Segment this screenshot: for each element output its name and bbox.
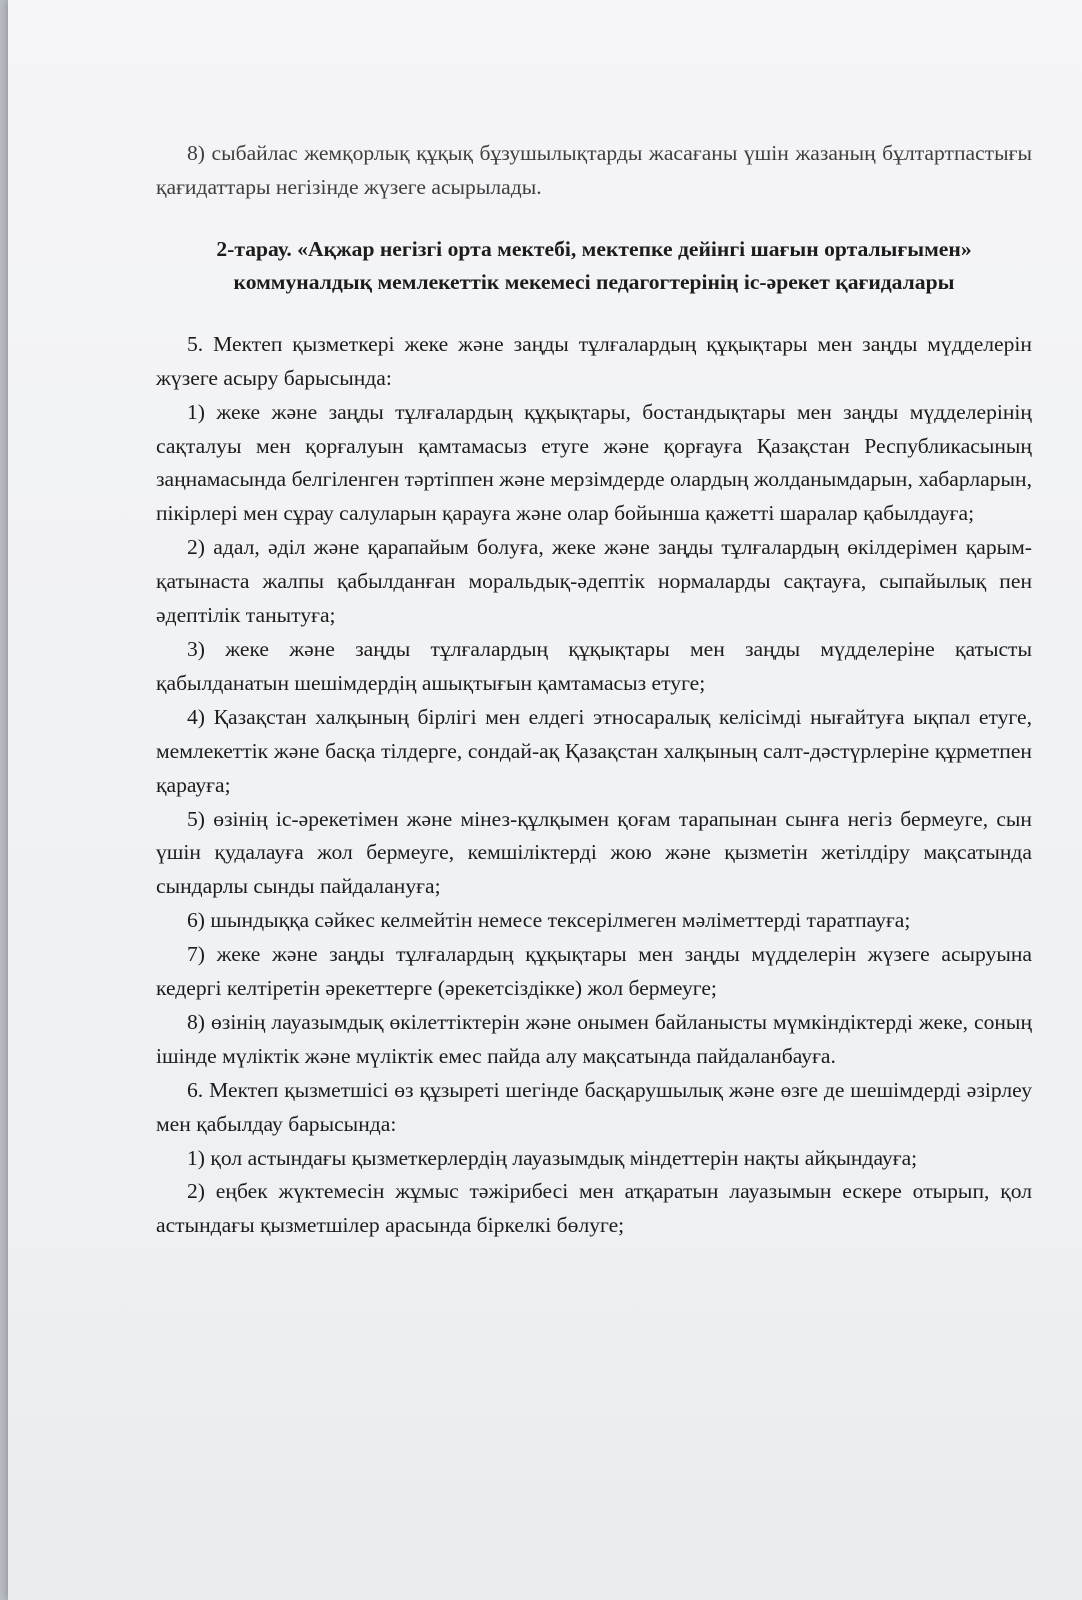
paragraph-5-item-7: 7) жеке және заңды тұлғалардың құқықтары мен заңды мүдделерін жүзеге асыруына кедергі келтіретін әрекеттерге (әрекетсіздікке) жол бермеуге; xyxy=(156,942,1032,1001)
paragraph-5-item-8: 8) өзінің лауазымдық өкілеттіктерін және онымен байланысты мүмкіндіктерді жеке, соның ішінде мүліктік және мүліктік емес пайда алу мақсатында пайдаланбауға. xyxy=(156,1009,1032,1068)
paragraph-5-item-6: 6) шындыққа сәйкес келмейтін немесе тексерілмеген мәліметтерді таратпауға; xyxy=(187,908,911,933)
paragraph-5-item-2: 2) адал, әділ және қарапайым болуға, жеке және заңды тұлғалардың өкілдерімен қарым-қатынаста жалпы қабылданған моральдық-әдептік нормаларды сақтауға, сыпайылық пен әдептілік танытуға; xyxy=(156,535,1032,628)
document-page xyxy=(8,0,1082,1600)
paragraph-6-item-2: 2) еңбек жүктемесін жұмыс тәжірибесі мен атқаратын лауазымын ескере отырып, қол астындағы қызметшілер арасында біркелкі бөлуге; xyxy=(156,1179,1032,1238)
intro-paragraph: 8) сыбайлас жемқорлық құқық бұзушылықтарды жасағаны үшін жазаның бұлтартпастығы қағидаттары негізінде жүзеге асырылады. xyxy=(156,141,1032,199)
paragraph-6-item-1: 1) қол астындағы қызметкерлердің лауазымдық міндеттерін нақты айқындауға; xyxy=(187,1145,918,1170)
paragraph-5-intro: 5. Мектеп қызметкері жеке және заңды тұлғалардың құқықтары мен заңды мүдделерін жүзеге асыру барысында: xyxy=(156,331,1032,390)
paragraph-5-item-5: 5) өзінің іс-әрекетімен және мінез-құлқымен қоғам тарапынан сынға негіз бермеуге, сын үшін қудалауға жол бермеуге, кемшіліктерді жою және қызметін жетілдіру мақсатында сындарлы сынды пайдалануға; xyxy=(156,806,1032,899)
section-heading: 2-тарау. «Ақжар негізгі орта мектебі, мектепке дейінгі шағын орталығымен» коммуналдық мемлекеттік мекемесі педагогтерінің іс-әрекет қағидалары xyxy=(216,236,972,295)
document-body xyxy=(156,137,1032,1243)
paragraph-5-item-4: 4) Қазақстан халқының бірлігі мен елдегі этносаралық келісімді нығайтуға ықпал етуге, мемлекеттік және басқа тілдерге, сондай-ақ Қазақстан халқының салт-дәстүрлеріне құрметпен қарауға; xyxy=(156,704,1032,797)
paragraph-6-intro: 6. Мектеп қызметшісі өз құзыреті шегінде басқарушылық және өзге де шешімдерді әзірлеу мен қабылдау барысында: xyxy=(156,1077,1032,1136)
paragraph-5-item-1: 1) жеке және заңды тұлғалардың құқықтары, бостандықтары мен заңды мүдделерінің сақталуы мен қорғалуын қамтамасыз етуге және қорғауға Қазақстан Республикасының заңнамасында белгіленген тәртіппен және мерзімдерде олардың жолданымдарын, хабарларын, пікірлері мен сұрау салуларын қарауға және олар бойынша қажетті шаралар қабылдауға; xyxy=(156,399,1032,526)
paragraph-5-item-3: 3) жеке және заңды тұлғалардың құқықтары мен заңды мүдделеріне қатысты қабылданатын шешімдердің ашықтығын қамтамасыз етуге; xyxy=(156,636,1032,695)
